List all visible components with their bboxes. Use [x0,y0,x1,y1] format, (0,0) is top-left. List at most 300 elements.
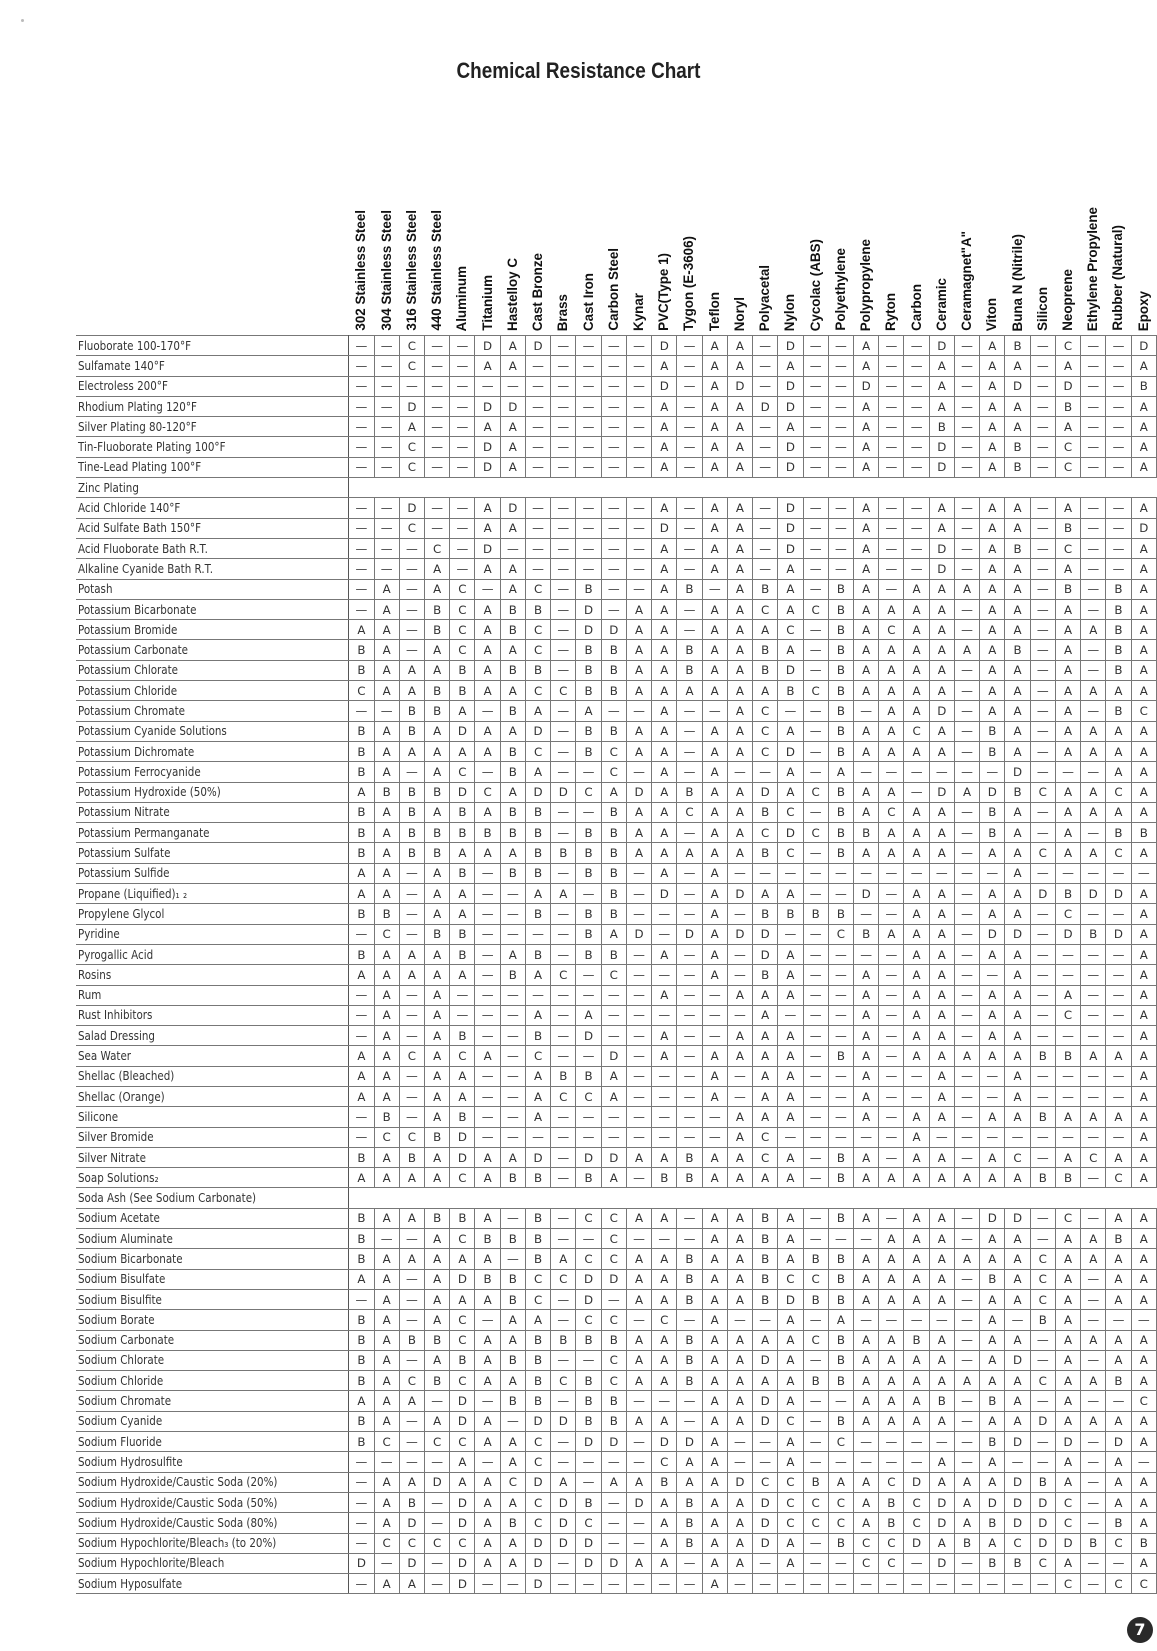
rating-cell: — [601,1289,626,1309]
rating-cell: B [1030,1472,1055,1492]
rating-cell: — [954,1086,979,1106]
chemical-name [76,884,349,904]
rating-cell: A [525,1066,550,1086]
rating-cell: C [399,457,424,477]
rating-cell: D [929,1513,954,1533]
rating-cell: A [652,660,677,680]
rating-cell [702,1188,727,1208]
rating-cell: A [727,498,752,518]
rating-cell: — [626,1310,651,1330]
rating-cell: — [374,356,399,376]
rating-cell: C [803,1492,828,1512]
rating-cell: — [1030,1026,1055,1046]
rating-cell: C [576,1310,601,1330]
rating-cell: A [727,1127,752,1147]
rating-cell: — [879,1046,904,1066]
rating-cell: — [525,985,550,1005]
rating-cell: — [626,336,651,356]
rating-cell: — [727,944,752,964]
rating-cell: B [576,924,601,944]
rating-cell: — [626,356,651,376]
rating-cell: — [576,457,601,477]
rating-cell: D [727,376,752,396]
rating-cell: A [929,599,954,619]
chemical-name [76,356,349,376]
rating-cell: A [980,884,1005,904]
rating-cell: A [1081,1229,1106,1249]
rating-cell: A [1055,1391,1080,1411]
rating-cell: B [753,1208,778,1228]
rating-cell: D [753,944,778,964]
rating-cell: A [1131,396,1156,416]
rating-cell: C [803,823,828,843]
rating-cell: B [1106,599,1131,619]
rating-cell: A [500,356,525,376]
rating-cell: B [828,904,853,924]
rating-cell: A [778,944,803,964]
rating-cell: — [677,356,702,376]
rating-cell: A [778,1229,803,1249]
rating-cell: B [500,863,525,883]
rating-cell: A [980,660,1005,680]
rating-cell: — [626,1127,651,1147]
table-row [76,1472,1157,1492]
rating-cell: A [1005,944,1030,964]
rating-cell: — [803,721,828,741]
rating-cell: — [525,518,550,538]
rating-cell: B [601,884,626,904]
rating-cell: A [374,1005,399,1025]
rating-cell: B [450,1350,475,1370]
rating-cell: — [551,1107,576,1127]
rating-cell: B [349,843,374,863]
rating-cell: D [652,1432,677,1452]
rating-cell: C [450,1330,475,1350]
rating-cell: A [1131,1492,1156,1512]
rating-cell: — [1081,904,1106,924]
rating-cell: A [677,1472,702,1492]
rating-cell: — [879,1005,904,1025]
rating-cell: — [475,924,500,944]
rating-cell: D [929,336,954,356]
rating-cell: C [1055,336,1080,356]
rating-cell: A [954,640,979,660]
rating-cell: — [1081,1553,1106,1573]
rating-cell: — [1005,1310,1030,1330]
rating-cell: D [1030,1492,1055,1512]
rating-cell: C [425,538,450,558]
rating-cell: — [425,1574,450,1594]
rating-cell: A [854,1289,879,1309]
rating-cell: B [1030,1310,1055,1330]
rating-cell: — [626,985,651,1005]
rating-cell: A [425,1229,450,1249]
material-column-header [677,160,702,336]
rating-cell: A [727,1553,752,1573]
table-row [76,1168,1157,1188]
rating-cell: — [349,376,374,396]
rating-cell: — [753,538,778,558]
rating-cell: A [980,640,1005,660]
rating-cell: — [626,538,651,558]
rating-cell: — [475,1452,500,1472]
rating-cell: — [399,985,424,1005]
rating-cell: A [778,721,803,741]
rating-cell: — [1005,1127,1030,1147]
rating-cell: A [1131,1107,1156,1127]
rating-cell: — [1030,701,1055,721]
rating-cell: — [828,417,853,437]
rating-cell: — [374,701,399,721]
rating-cell: A [778,965,803,985]
rating-cell: A [425,985,450,1005]
rating-cell: A [601,1086,626,1106]
chemical-name [76,1411,349,1431]
rating-cell: — [1081,762,1106,782]
rating-cell: — [626,1005,651,1025]
rating-cell: B [753,1249,778,1269]
chemical-name-text: Tin-Fluoborate Plating 100°F [78,440,226,455]
rating-cell: A [475,1472,500,1492]
table-row [76,701,1157,721]
rating-cell: C [601,762,626,782]
rating-cell: A [904,1391,929,1411]
rating-cell: — [753,559,778,579]
chemical-name-text: Sodium Bisulfite [78,1292,162,1307]
rating-cell: — [576,559,601,579]
rating-cell: — [399,863,424,883]
rating-cell: A [1131,538,1156,558]
rating-cell: — [854,1127,879,1147]
rating-cell [753,478,778,498]
rating-cell: A [854,1066,879,1086]
rating-cell: D [929,457,954,477]
chemical-name [76,1026,349,1046]
rating-cell: B [879,1492,904,1512]
rating-cell: A [854,1208,879,1228]
rating-cell: D [576,1147,601,1167]
rating-cell: A [425,1310,450,1330]
rating-cell: A [475,1432,500,1452]
rating-cell: — [551,802,576,822]
rating-cell: — [727,1086,752,1106]
rating-cell: — [551,904,576,924]
rating-cell: — [828,1452,853,1472]
rating-cell: C [1055,1005,1080,1025]
material-label: Tygon (E-3606) [681,236,697,331]
chemical-name-text: Sea Water [78,1049,132,1064]
rating-cell: — [929,1310,954,1330]
rating-cell: B [425,1127,450,1147]
rating-cell: — [601,559,626,579]
rating-cell: — [879,518,904,538]
rating-cell: — [1106,863,1131,883]
rating-cell: A [500,417,525,437]
rating-cell: A [349,965,374,985]
rating-cell: — [399,1432,424,1452]
rating-cell: — [551,863,576,883]
rating-cell: B [980,1391,1005,1411]
rating-cell: — [475,1086,500,1106]
chemical-name-text: Sodium Fluoride [78,1434,162,1449]
material-label: Buna N (Nitrile) [1009,233,1025,331]
rating-cell: — [349,1492,374,1512]
material-column-header [980,160,1005,336]
rating-cell: — [1081,417,1106,437]
rating-cell: A [727,437,752,457]
rating-cell: A [929,741,954,761]
chemical-name [76,985,349,1005]
rating-cell: A [374,965,399,985]
rating-cell: B [525,1208,550,1228]
rating-cell: A [929,1229,954,1249]
rating-cell: — [803,579,828,599]
rating-cell: A [753,1168,778,1188]
rating-cell: B [828,1046,853,1066]
rating-cell: A [652,538,677,558]
rating-cell: A [702,1289,727,1309]
chemical-name [76,437,349,457]
rating-cell: A [980,1330,1005,1350]
rating-cell: A [727,417,752,437]
rating-cell: A [980,599,1005,619]
rating-cell: — [1055,762,1080,782]
chemical-name-text: Silver Plating 80-120°F [78,419,197,434]
rating-cell: — [1055,1066,1080,1086]
rating-cell: C [601,741,626,761]
rating-cell: B [450,1107,475,1127]
rating-cell: A [727,741,752,761]
chemical-name [76,681,349,701]
rating-cell: A [702,1046,727,1066]
rating-cell: B [1106,579,1131,599]
rating-cell: — [374,396,399,416]
rating-cell: A [1131,417,1156,437]
rating-cell: A [904,1411,929,1431]
rating-cell: B [677,1330,702,1350]
rating-cell [1055,1188,1080,1208]
rating-cell: C [525,620,550,640]
table-row [76,1289,1157,1309]
rating-cell: A [778,1066,803,1086]
material-label: Ceramic [933,278,949,331]
material-column-header [425,160,450,336]
rating-cell: — [576,396,601,416]
rating-cell: B [349,1350,374,1370]
rating-cell: A [425,741,450,761]
rating-cell: D [450,1411,475,1431]
rating-cell: — [450,417,475,437]
rating-cell: — [475,762,500,782]
rating-cell: A [374,1249,399,1269]
chemical-name-text: Sodium Chromate [78,1394,172,1409]
rating-cell: B [399,701,424,721]
rating-cell: A [1131,1432,1156,1452]
chemical-name-text: Sodium Bisulfate [78,1272,166,1287]
table-row [76,1066,1157,1086]
rating-cell: A [929,823,954,843]
rating-cell: — [399,579,424,599]
chemical-name [76,376,349,396]
chemical-name [76,1066,349,1086]
rating-cell: D [475,538,500,558]
rating-cell: B [753,965,778,985]
rating-cell: D [601,620,626,640]
rating-cell: A [425,660,450,680]
rating-cell: — [954,396,979,416]
rating-cell: B [1106,701,1131,721]
rating-cell: D [980,782,1005,802]
rating-cell: A [727,823,752,843]
rating-cell: C [904,721,929,741]
rating-cell: A [778,1046,803,1066]
rating-cell: — [349,1513,374,1533]
material-label: Teflon [706,291,722,331]
rating-cell: — [828,1574,853,1594]
rating-cell: A [500,1553,525,1573]
rating-cell: B [1106,660,1131,680]
rating-cell: — [601,538,626,558]
chemical-name-text: Acid Chloride 140°F [78,501,181,516]
chemical-name-text: Pyrogallic Acid [78,947,154,962]
chemical-resistance-table [76,160,1157,1594]
rating-cell: — [1030,985,1055,1005]
rating-cell: — [500,1005,525,1025]
rating-cell: — [551,1574,576,1594]
rating-cell: A [425,1026,450,1046]
rating-cell: A [1005,1026,1030,1046]
rating-cell: — [399,1026,424,1046]
rating-cell: — [576,1229,601,1249]
rating-cell: — [803,1411,828,1431]
rating-cell: A [854,782,879,802]
chemical-name-text: Sodium Hydroxide/Caustic Soda (50%) [78,1495,278,1510]
rating-cell: B [828,1371,853,1391]
rating-cell: A [374,1086,399,1106]
rating-cell: A [450,1249,475,1269]
rating-cell: A [1055,356,1080,376]
rating-cell [601,1188,626,1208]
material-column-header [778,160,803,336]
rating-cell: — [1030,1005,1055,1025]
rating-cell: A [980,498,1005,518]
rating-cell: A [702,1371,727,1391]
rating-cell: A [1005,396,1030,416]
rating-cell: B [349,1147,374,1167]
rating-cell: B [500,762,525,782]
rating-cell: C [450,1432,475,1452]
chemical-name-text: Silicone [78,1109,119,1124]
rating-cell: — [374,336,399,356]
rating-cell: B [500,965,525,985]
rating-cell: — [576,1046,601,1066]
rating-cell: — [601,579,626,599]
rating-cell: A [702,1432,727,1452]
rating-cell: A [525,1310,550,1330]
rating-cell: — [1131,1310,1156,1330]
rating-cell: — [1081,1127,1106,1147]
rating-cell: B [450,944,475,964]
rating-cell: D [525,1472,550,1492]
rating-cell: A [374,863,399,883]
rating-cell: D [1005,1472,1030,1492]
rating-cell: — [1030,924,1055,944]
table-row [76,1046,1157,1066]
rating-cell: D [551,1492,576,1512]
rating-cell: B [349,1208,374,1228]
material-label: Cycolac (ABS) [807,238,823,331]
rating-cell: — [475,1066,500,1086]
table-row [76,681,1157,701]
rating-cell: — [929,1574,954,1594]
rating-cell: A [475,1513,500,1533]
rating-cell: A [652,1513,677,1533]
rating-cell: — [1030,1066,1055,1086]
chemical-name-text: Alkaline Cyanide Bath R.T. [78,561,214,576]
rating-cell: — [349,1533,374,1553]
rating-cell: B [929,417,954,437]
rating-cell: A [652,356,677,376]
table-row [76,518,1157,538]
rating-cell: C [753,1472,778,1492]
rating-cell: — [626,417,651,437]
rating-cell: — [879,863,904,883]
rating-cell: — [1030,417,1055,437]
rating-cell: B [778,904,803,924]
rating-cell: B [450,863,475,883]
rating-cell: D [854,884,879,904]
rating-cell: A [727,681,752,701]
rating-cell: A [1005,1411,1030,1431]
rating-cell: — [828,457,853,477]
rating-cell: A [551,884,576,904]
rating-cell: A [425,721,450,741]
rating-cell: — [601,498,626,518]
rating-cell: A [929,721,954,741]
rating-cell: — [677,599,702,619]
rating-cell: A [1055,701,1080,721]
rating-cell: — [551,336,576,356]
rating-cell: A [904,640,929,660]
rating-cell: A [1106,1492,1131,1512]
rating-cell: A [904,1168,929,1188]
rating-cell: — [576,1472,601,1492]
chemical-name [76,478,349,498]
rating-cell: — [954,437,979,457]
rating-cell: A [854,457,879,477]
rating-cell: B [1106,1513,1131,1533]
rating-cell: — [551,1553,576,1573]
rating-cell: A [475,559,500,579]
rating-cell: — [677,518,702,538]
page-number-badge: 7 [1127,1617,1153,1643]
material-label: Ceramagnet"A" [959,231,975,331]
rating-cell [803,1188,828,1208]
rating-cell: D [778,741,803,761]
rating-cell: A [652,1046,677,1066]
rating-cell: A [879,1391,904,1411]
rating-cell: A [753,1026,778,1046]
rating-cell: C [652,1452,677,1472]
rating-cell: — [349,437,374,457]
rating-cell: A [702,721,727,741]
rating-cell: — [450,518,475,538]
rating-cell: D [1030,1513,1055,1533]
rating-cell: — [1081,1472,1106,1492]
rating-cell: B [576,1492,601,1512]
rating-cell: A [475,498,500,518]
rating-cell: C [778,802,803,822]
